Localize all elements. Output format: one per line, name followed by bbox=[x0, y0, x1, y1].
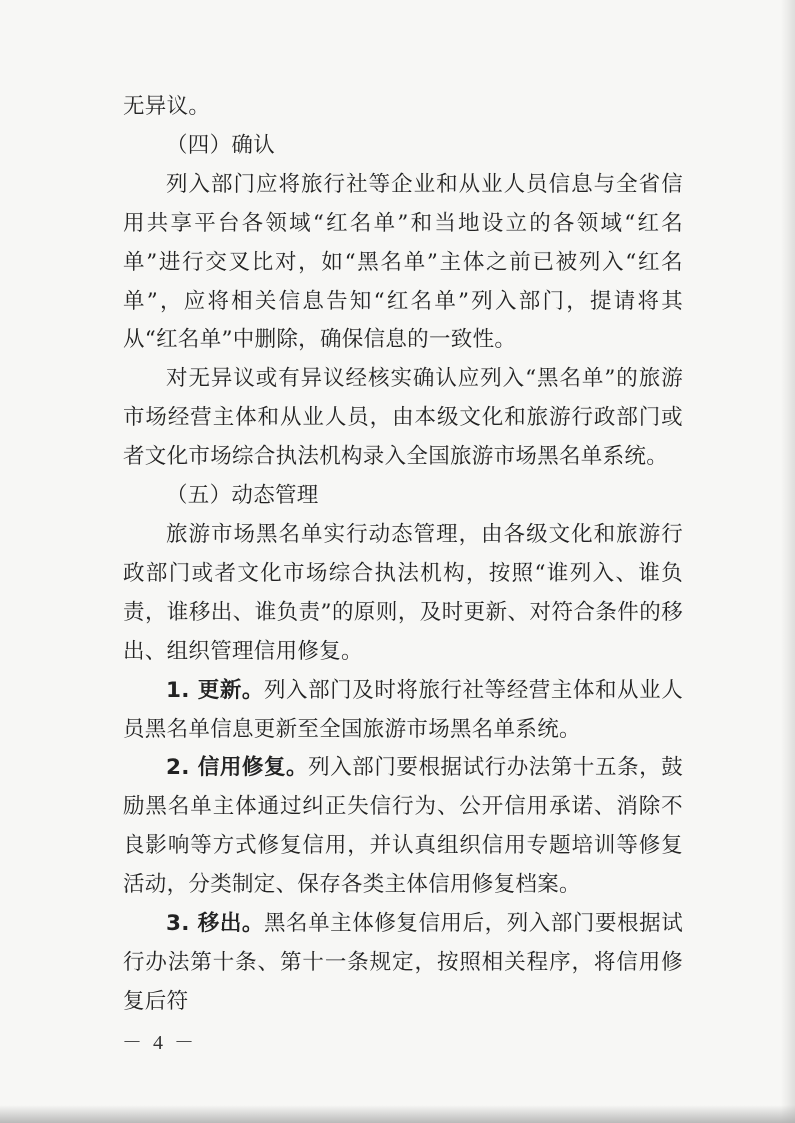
list-item-update bbox=[123, 672, 683, 750]
list-item-text: 黑名单主体修复信用后，列入部门要根据试行办法第十条、第十一条规定，按照相关程序，将信用修复后符 bbox=[123, 911, 683, 1014]
scan-bottom-shadow bbox=[0, 1105, 795, 1123]
section-heading-dynamic-management: （五）动态管理 bbox=[166, 483, 319, 509]
scan-edge-shadow bbox=[781, 0, 795, 1123]
list-item-text: 列入部门及时将旅行社等经营主体和从业人员黑名单信息更新至全国旅游市场黑名单系统。 bbox=[123, 677, 683, 742]
list-item-lead: 1. 更新。 bbox=[166, 677, 264, 703]
section-heading-confirm: （四）确认 bbox=[166, 132, 276, 158]
body-text bbox=[123, 88, 683, 1022]
paragraph-cross-check: 列入部门应将旅行社等企业和从业人员信息与全省信用共享平台各领域“红名单”和当地设立的各领域“红名单”进行交叉比对，如“黑名单”主体之前已被列入“红名单”，应将相关信息告知“红名单”列入部门，提请将其从“红名单”中删除，确保信息的一致性。 bbox=[123, 171, 683, 353]
list-item-removal bbox=[123, 905, 683, 1022]
paragraph-continuation: 无异议。 bbox=[123, 94, 211, 119]
page-number: － 4 － bbox=[122, 1032, 197, 1054]
list-item-text: 列入部门要根据试行办法第十五条，鼓励黑名单主体通过纠正失信行为、公开信用承诺、消除不良影响等方式修复信用，并认真组织信用专题培训等修复活动，分类制定、保存各类主体信用修复档案。 bbox=[123, 755, 683, 898]
list-item-credit-repair bbox=[123, 749, 683, 905]
list-item-lead: 2. 信用修复。 bbox=[166, 755, 309, 781]
paragraph-dynamic-management: 旅游市场黑名单实行动态管理，由各级文化和旅游行政部门或者文化市场综合执法机构，按照“谁列入、谁负责，谁移出、谁负责”的原则，及时更新、对符合条件的移出、组织管理信用修复。 bbox=[123, 521, 683, 664]
paragraph-entry: 对无异议或有异议经核实确认应列入“黑名单”的旅游市场经营主体和从业人员，由本级文化和旅游行政部门或者文化市场综合执法机构录入全国旅游市场黑名单系统。 bbox=[123, 366, 683, 470]
list-item-lead: 3. 移出。 bbox=[166, 911, 264, 937]
